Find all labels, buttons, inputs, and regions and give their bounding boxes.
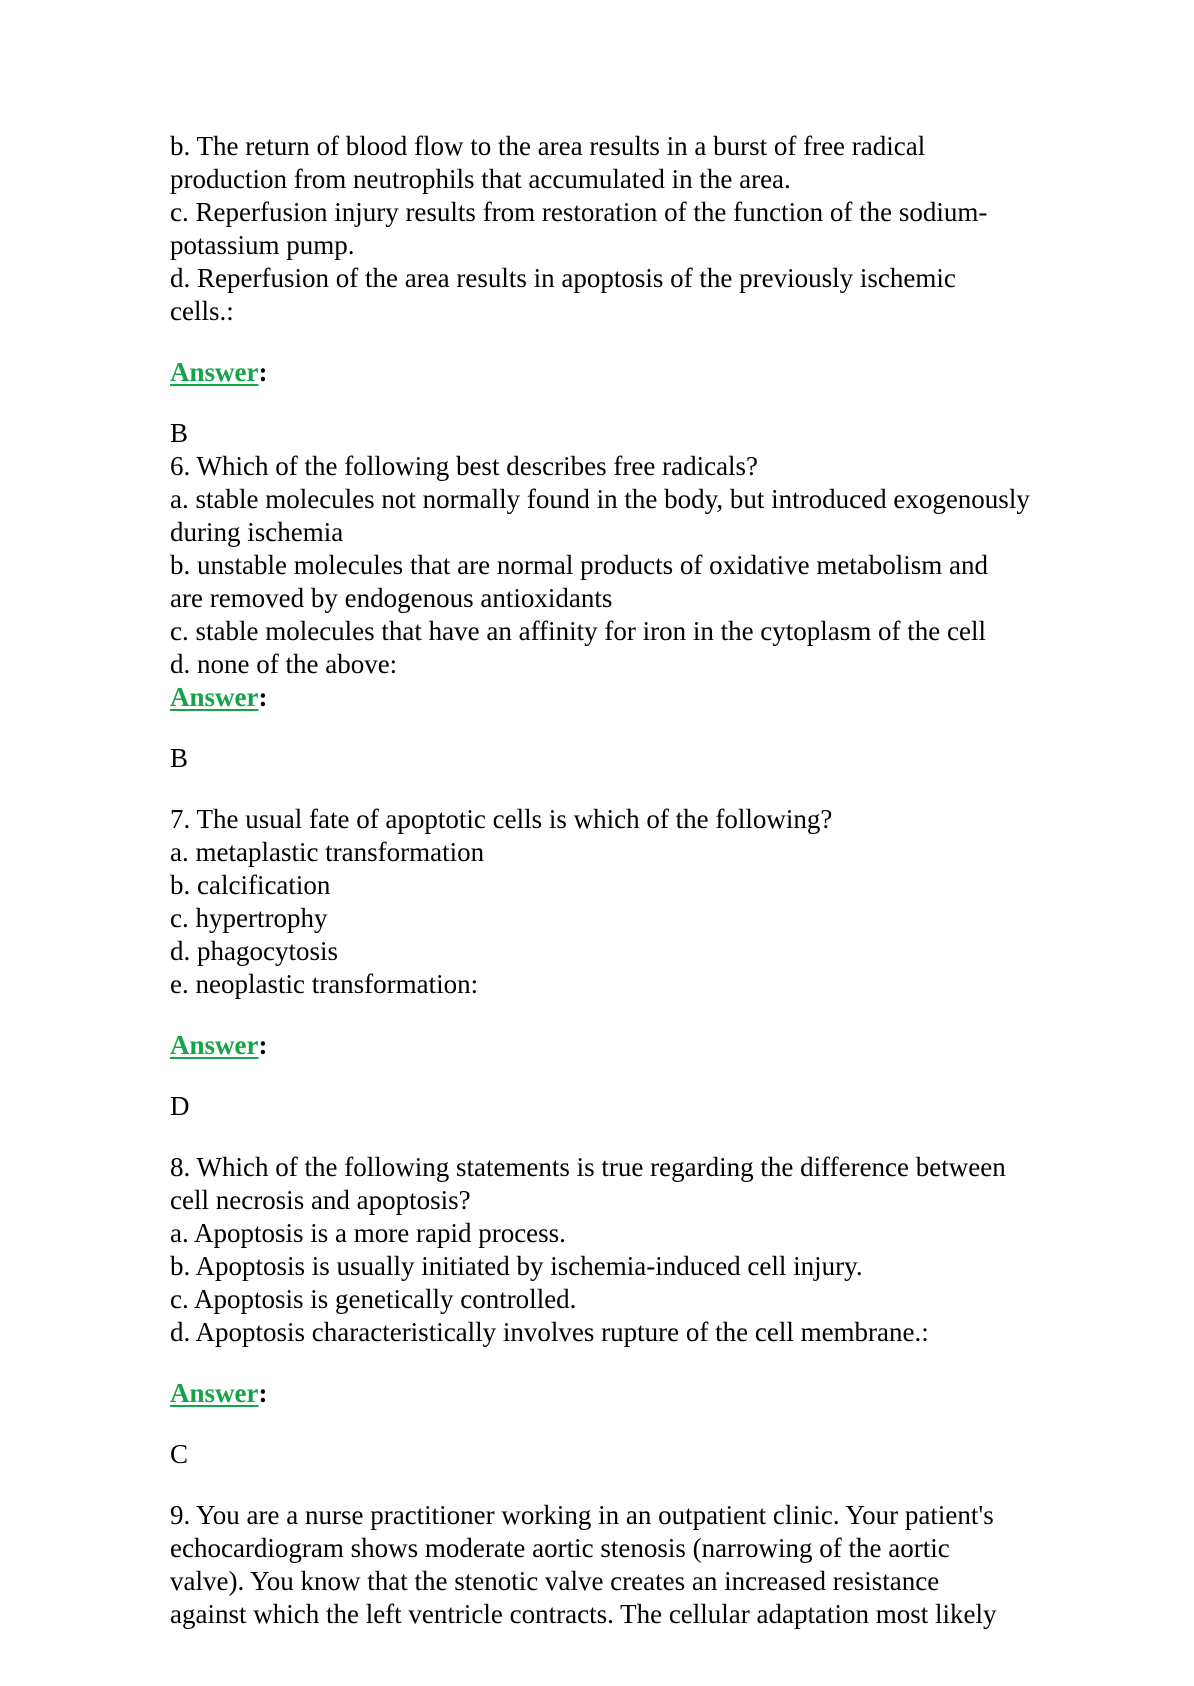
option-line: are removed by endogenous antioxidants xyxy=(170,583,613,613)
option-line: production from neutrophils that accumulated in the area. xyxy=(170,164,791,194)
question-9 xyxy=(170,1499,1070,1631)
question-6 xyxy=(170,450,1070,681)
option-line: cells.: xyxy=(170,296,234,326)
question-line: valve). You know that the stenotic valve creates an increased resistance xyxy=(170,1566,940,1596)
answer-value: B xyxy=(170,418,189,448)
option-line: a. metaplastic transformation xyxy=(170,837,485,867)
document-page xyxy=(170,130,1070,1631)
option-line: a. stable molecules not normally found in the body, but introduced exogenously xyxy=(170,484,1030,514)
option-line: b. The return of blood flow to the area results in a burst of free radical xyxy=(170,131,926,161)
option-line: during ischemia xyxy=(170,517,344,547)
option-line: b. unstable molecules that are normal products of oxidative metabolism and xyxy=(170,550,989,580)
answer-word: Answer xyxy=(170,1030,259,1060)
question-line: against which the left ventricle contracts. The cellular adaptation most likely xyxy=(170,1599,997,1629)
answer-label xyxy=(170,681,1070,714)
answer-word: Answer xyxy=(170,682,259,712)
option-line: c. stable molecules that have an affinity for iron in the cytoplasm of the cell xyxy=(170,616,986,646)
option-line: potassium pump. xyxy=(170,230,355,260)
question-line: 8. Which of the following statements is true regarding the difference between xyxy=(170,1152,1006,1182)
option-line: d. phagocytosis xyxy=(170,936,338,966)
answer-colon: : xyxy=(258,682,268,712)
answer-value: B xyxy=(170,743,189,773)
question-line: cell necrosis and apoptosis? xyxy=(170,1185,471,1215)
option-line: c. Reperfusion injury results from restoration of the function of the sodium- xyxy=(170,197,988,227)
option-line: d. Reperfusion of the area results in apoptosis of the previously ischemic xyxy=(170,263,956,293)
answer-word: Answer xyxy=(170,357,259,387)
question-7 xyxy=(170,803,1070,1001)
question-line: 9. You are a nurse practitioner working in an outpatient clinic. Your patient's xyxy=(170,1500,994,1530)
option-line: c. hypertrophy xyxy=(170,903,328,933)
option-line: c. Apoptosis is genetically controlled. xyxy=(170,1284,577,1314)
answer-colon: : xyxy=(258,357,268,387)
answer-colon: : xyxy=(258,1030,268,1060)
question-8 xyxy=(170,1151,1070,1349)
option-line: b. Apoptosis is usually initiated by ischemia-induced cell injury. xyxy=(170,1251,863,1281)
option-line: a. Apoptosis is a more rapid process. xyxy=(170,1218,566,1248)
answer-label xyxy=(170,1029,1070,1062)
question-5-continued-options xyxy=(170,130,1070,328)
option-line: d. Apoptosis characteristically involves rupture of the cell membrane.: xyxy=(170,1317,929,1347)
option-line: d. none of the above: xyxy=(170,649,398,679)
question-line: 6. Which of the following best describes free radicals? xyxy=(170,451,759,481)
answer-label xyxy=(170,356,1070,389)
answer-value: C xyxy=(170,1439,189,1469)
answer-value: D xyxy=(170,1091,190,1121)
option-line: b. calcification xyxy=(170,870,331,900)
option-line: e. neoplastic transformation: xyxy=(170,969,479,999)
answer-label xyxy=(170,1377,1070,1410)
answer-colon: : xyxy=(258,1378,268,1408)
question-line: echocardiogram shows moderate aortic stenosis (narrowing of the aortic xyxy=(170,1533,950,1563)
answer-word: Answer xyxy=(170,1378,259,1408)
question-line: 7. The usual fate of apoptotic cells is which of the following? xyxy=(170,804,833,834)
